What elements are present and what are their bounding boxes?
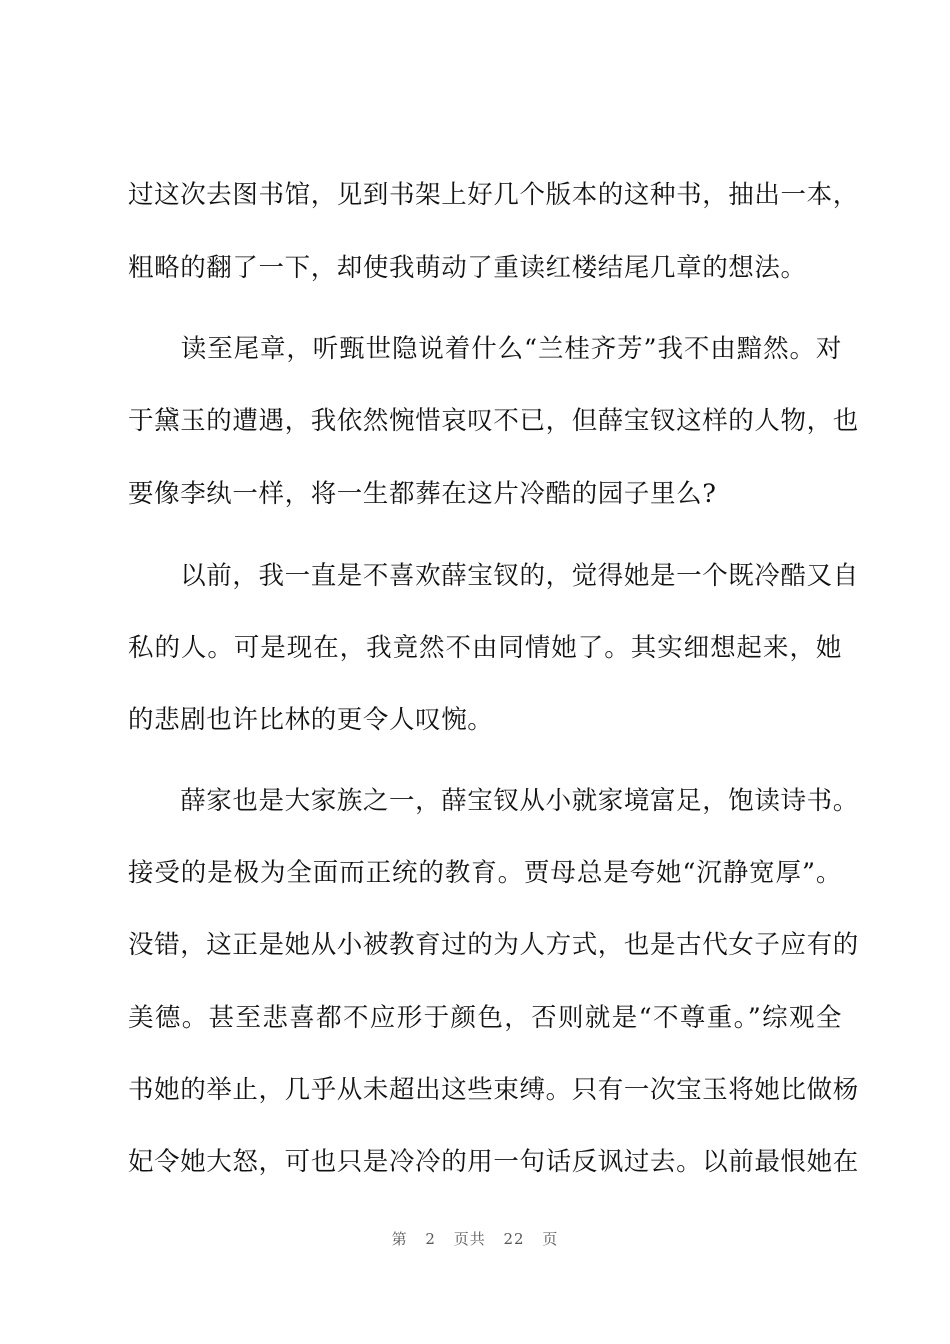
page-footer bbox=[0, 1228, 950, 1250]
text-line: 美德。甚至悲喜都不应形于颜色，否则就是“不尊重。”综观全 bbox=[128, 1003, 842, 1033]
text-line: 过这次去图书馆，见到书架上好几个版本的这种书，抽出一本， bbox=[128, 180, 859, 210]
text-line: 薛家也是大家族之一，薛宝钗从小就家境富足，饱读诗书。 bbox=[128, 786, 859, 816]
text-line: 接受的是极为全面而正统的教育。贾母总是夸她“沉静宽厚”。 bbox=[128, 858, 842, 888]
text-line: 要像李纨一样，将一生都葬在这片冷酷的园子里么? bbox=[128, 479, 717, 509]
footer-suffix: 页 bbox=[542, 1230, 559, 1248]
footer-prefix: 第 bbox=[391, 1230, 408, 1248]
text-line: 妃令她大怒，可也只是冷冷的用一句话反讽过去。以前最恨她在 bbox=[128, 1147, 859, 1177]
footer-page-number: 2 bbox=[425, 1230, 436, 1248]
text-line: 以前，我一直是不喜欢薛宝钗的，觉得她是一个既冷酷又自 bbox=[128, 561, 859, 591]
text-line: 私的人。可是现在，我竟然不由同情她了。其实细想起来，她 bbox=[128, 633, 842, 663]
text-line: 粗略的翻了一下，却使我萌动了重读红楼结尾几章的想法。 bbox=[128, 253, 807, 283]
footer-middle: 页共 bbox=[453, 1230, 486, 1248]
text-line: 的悲剧也许比林的更令人叹惋。 bbox=[128, 705, 494, 735]
text-line: 读至尾章，听甄世隐说着什么“兰桂齐芳”我不由黯然。对 bbox=[128, 334, 842, 364]
footer-total-pages: 22 bbox=[503, 1230, 525, 1248]
text-line: 没错，这正是她从小被教育过的为人方式，也是古代女子应有的 bbox=[128, 930, 859, 960]
text-line: 书她的举止，几乎从未超出这些束缚。只有一次宝玉将她比做杨 bbox=[128, 1075, 859, 1105]
text-line: 于黛玉的遭遇，我依然惋惜哀叹不已，但薛宝钗这样的人物，也 bbox=[128, 406, 859, 436]
